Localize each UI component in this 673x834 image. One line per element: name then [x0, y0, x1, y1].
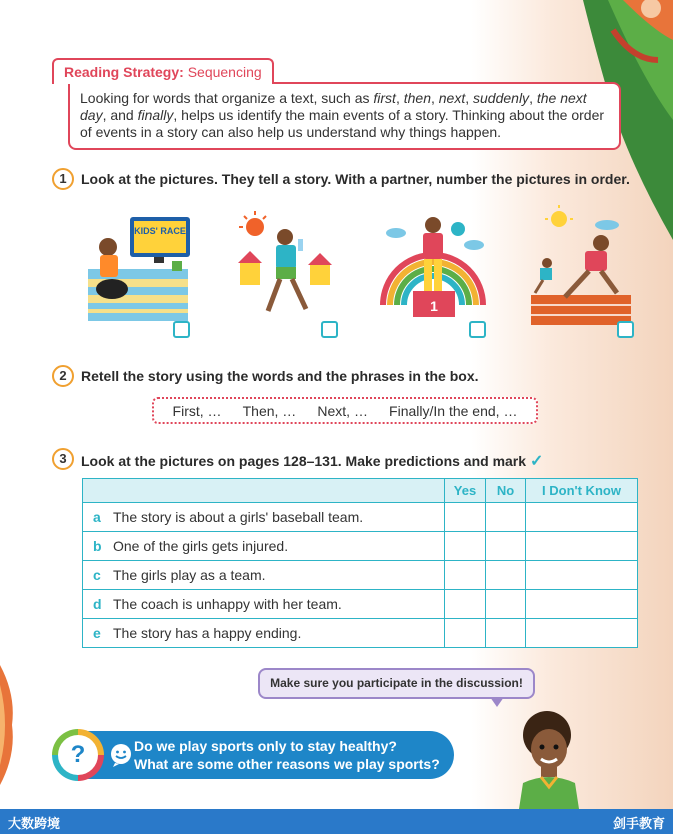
row-letter: d: [93, 596, 102, 612]
picture-4-checkbox[interactable]: [617, 321, 634, 338]
left-edge-decor: [0, 665, 16, 785]
strategy-tab-topic: Sequencing: [183, 64, 262, 80]
word-the-next-day: the next day: [80, 90, 587, 123]
row-text: The story has a happy ending.: [113, 625, 302, 641]
header-statement: [83, 479, 445, 503]
row-letter: e: [93, 625, 101, 641]
boy-illustration: [505, 705, 595, 809]
speech-bubble-tail: [490, 697, 504, 707]
svg-text:1: 1: [430, 298, 438, 314]
table-row: [83, 561, 638, 590]
question-number-2: 2: [52, 365, 74, 387]
strategy-sep: , and: [102, 107, 138, 123]
cell-no[interactable]: [486, 503, 526, 532]
cell-no[interactable]: [486, 590, 526, 619]
cell-dont-know[interactable]: [526, 503, 638, 532]
picture-3-checkbox[interactable]: [469, 321, 486, 338]
phrase-box: [152, 397, 538, 424]
row-letter: a: [93, 509, 101, 525]
question-number-3: 3: [52, 448, 74, 470]
strategy-sep: ,: [430, 90, 439, 106]
word-finally: finally: [137, 107, 174, 123]
question-1-text: Look at the pictures. They tell a story. With a partner, number the pictures in order.: [81, 171, 630, 187]
question-3-label: Look at the pictures on pages 128–131. Make predictions and mark: [81, 453, 527, 469]
question-wheel-icon: [52, 729, 104, 781]
cell-yes[interactable]: [445, 532, 486, 561]
word-then: then: [403, 90, 431, 106]
row-statement: [83, 532, 445, 561]
cell-dont-know[interactable]: [526, 561, 638, 590]
strategy-sep: ,: [465, 90, 474, 106]
row-statement: [83, 619, 445, 648]
discussion-text: [134, 737, 440, 773]
cell-no[interactable]: [486, 619, 526, 648]
tv-sign-text: KIDS' RACE: [134, 226, 186, 236]
strategy-text-2: , helps us identify the main events of a story. Thinking about the order of events in a story can also help us understand why things happen.: [80, 107, 605, 140]
row-text: The story is about a girls' baseball team.: [113, 509, 364, 525]
strategy-tab: [52, 58, 274, 84]
row-letter: b: [93, 538, 102, 554]
picture-video-game: [80, 205, 190, 330]
question-3-text: [81, 451, 543, 471]
cell-yes[interactable]: [445, 561, 486, 590]
phrase-first: First, …: [172, 402, 222, 419]
word-first: first: [373, 90, 396, 106]
question-number-1: 1: [52, 168, 74, 190]
strategy-sep: ,: [395, 90, 404, 106]
table-row: [83, 503, 638, 532]
question-mark: ?: [58, 735, 98, 775]
strategy-text-1: Looking for words that organize a text, such as: [80, 90, 374, 106]
row-text: The coach is unhappy with her team.: [113, 596, 342, 612]
row-statement: [83, 503, 445, 532]
word-next: next: [438, 90, 466, 106]
phrase-finally: Finally/In the end, …: [389, 402, 518, 419]
table-row: [83, 532, 638, 561]
strategy-box: [68, 82, 621, 150]
picture-1-checkbox[interactable]: [173, 321, 190, 338]
cell-dont-know[interactable]: [526, 590, 638, 619]
picture-2-checkbox[interactable]: [321, 321, 338, 338]
cell-yes[interactable]: [445, 503, 486, 532]
header-yes: Yes: [445, 479, 486, 503]
cell-no[interactable]: [486, 561, 526, 590]
footer-bar: [0, 809, 673, 834]
predictions-table: [82, 478, 638, 648]
speech-bubble: Make sure you participate in the discussion!: [258, 668, 535, 699]
question-2-text: Retell the story using the words and the phrases in the box.: [81, 368, 479, 384]
row-letter: c: [93, 567, 101, 583]
cell-yes[interactable]: [445, 619, 486, 648]
discussion-line-2: What are some other reasons we play sports?: [134, 756, 440, 772]
row-text: The girls play as a team.: [113, 567, 266, 583]
checkmark-icon: ✓: [529, 453, 544, 470]
cell-yes[interactable]: [445, 590, 486, 619]
strategy-tab-label: Reading Strategy:: [64, 64, 184, 80]
row-statement: [83, 561, 445, 590]
chat-face-icon: [109, 743, 133, 767]
header-dont-know: I Don't Know: [526, 479, 638, 503]
cell-dont-know[interactable]: [526, 532, 638, 561]
picture-race-track: [525, 205, 635, 330]
picture-podium-medal: [378, 205, 488, 330]
footer-watermark-right: 剑手教育: [612, 816, 665, 831]
table-row: [83, 590, 638, 619]
row-statement: [83, 590, 445, 619]
header-no: No: [486, 479, 526, 503]
footer-watermark-left: 大数跨境: [8, 816, 61, 831]
row-text: One of the girls gets injured.: [113, 538, 289, 554]
table-header-row: [83, 479, 638, 503]
strategy-sep: ,: [529, 90, 537, 106]
discussion-question: [54, 731, 454, 779]
phrase-then: Then, …: [242, 402, 297, 419]
cell-dont-know[interactable]: [526, 619, 638, 648]
discussion-line-1: Do we play sports only to stay healthy?: [134, 738, 397, 754]
word-suddenly: suddenly: [473, 90, 530, 106]
cell-no[interactable]: [486, 532, 526, 561]
phrase-next: Next, …: [317, 402, 368, 419]
table-row: [83, 619, 638, 648]
picture-running-town: [230, 205, 340, 330]
